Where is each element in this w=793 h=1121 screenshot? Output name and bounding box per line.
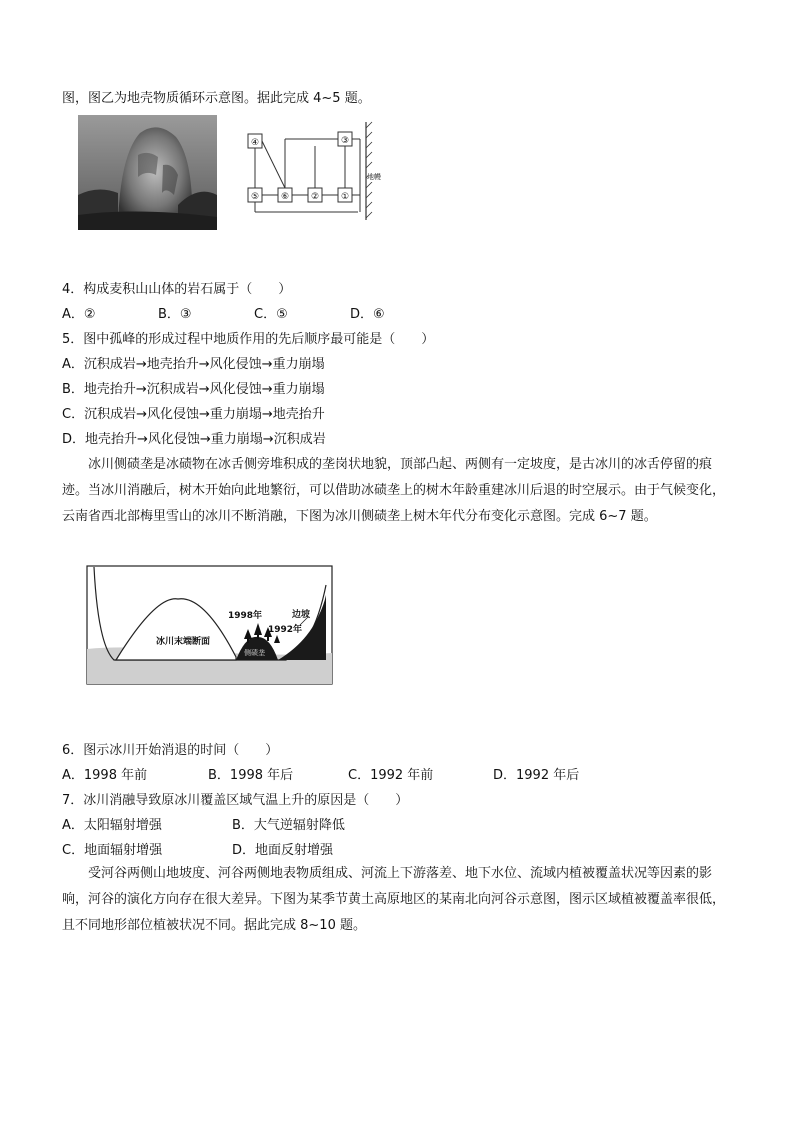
q7-option-a[interactable]: A．太阳辐射增强 [62, 818, 162, 833]
rock-cycle-diagram [238, 120, 383, 222]
intro-line: 图，图乙为地壳物质循环示意图。据此完成 4~5 题。 [62, 91, 371, 106]
rock-cycle-drawing [238, 120, 383, 222]
node-label-6: ⑥ [280, 192, 290, 202]
q6-option-d[interactable]: D．1992 年后 [493, 768, 580, 783]
q4-option-a[interactable]: A．② [62, 307, 96, 322]
glacier-moraine-figure [86, 565, 333, 685]
q7-options-row2 [62, 842, 333, 860]
node-label-2: ② [310, 192, 320, 202]
q7-option-c[interactable]: C．地面辐射增强 [62, 843, 163, 858]
q5-option-d[interactable]: D．地壳抬升→风化侵蚀→重力崩塌→沉积成岩 [62, 432, 326, 447]
q5-option-c[interactable]: C．沉积成岩→风化侵蚀→重力崩塌→地壳抬升 [62, 407, 325, 422]
node-label-5: ⑤ [250, 192, 260, 202]
q7-stem: 7．冰川消融导致原冰川覆盖区域气温上升的原因是（ ） [62, 793, 409, 808]
year-1998-label: 1998年 [228, 611, 263, 621]
moraine-label: 侧碛垄 [244, 649, 265, 657]
node-label-4: ④ [250, 138, 260, 148]
q6-stem: 6．图示冰川开始消退的时间（ ） [62, 743, 279, 758]
q6-option-b[interactable]: B．1998 年后 [208, 768, 294, 783]
passage-glacier: 冰川侧碛垄是冰碛物在冰舌侧旁堆积成的垄岗状地貌，顶部凸起、两侧有一定坡度，是古冰川的冰舌停留的痕迹。当冰川消融后，树木开始向此地繁衍，可以借助冰碛垄上的树木年龄重建冰川后退的时空展示。由于气候变化，云南省西北部梅里雪山的冰川不断消融，下图为冰川侧碛垄上树木年代分布变化示意图。完成 6~7 题。 [62, 457, 726, 524]
q5-option-b[interactable]: B．地壳抬升→沉积成岩→风化侵蚀→重力崩塌 [62, 382, 325, 397]
q6-options [62, 767, 593, 785]
mantle-label: 地幔 [367, 173, 381, 181]
q4-options [62, 306, 446, 324]
glacier-section-label: 冰川末端断面 [156, 637, 211, 647]
q7-options-row1 [62, 817, 345, 835]
q4-stem: 4．构成麦积山山体的岩石属于（ ） [62, 282, 292, 297]
node-label-3: ③ [340, 136, 350, 146]
q4-option-b[interactable]: B．③ [158, 307, 192, 322]
passage-valley: 受河谷两侧山地坡度、河谷两侧地表物质组成、河流上下游落差、地下水位、流域内植被覆盖状况等因素的影响，河谷的演化方向存在很大差异。下图为某季节黄土高原地区的某南北向河谷示意图，图示区域植被覆盖率很低，且不同地形部位植被状况不同。据此完成 8~10 题。 [62, 866, 726, 933]
q7-option-d[interactable]: D．地面反射增强 [232, 843, 334, 858]
q6-option-a[interactable]: A．1998 年前 [62, 768, 148, 783]
year-1992-label: 1992年 [268, 625, 303, 635]
glacier-drawing [86, 565, 333, 685]
node-label-1: ① [340, 192, 350, 202]
maiji-mountain-photo [78, 115, 217, 230]
q4-option-c[interactable]: C．⑤ [254, 307, 288, 322]
q6-option-c[interactable]: C．1992 年前 [348, 768, 434, 783]
q5-option-a[interactable]: A．沉积成岩→地壳抬升→风化侵蚀→重力崩塌 [62, 357, 325, 372]
mountain-photo-drawing [78, 115, 217, 230]
q7-option-b[interactable]: B．大气逆辐射降低 [232, 818, 345, 833]
q4-option-d[interactable]: D．⑥ [350, 307, 385, 322]
slope-label: 边坡 [292, 610, 311, 620]
q5-stem: 5．图中孤峰的形成过程中地质作用的先后顺序最可能是（ ） [62, 332, 435, 347]
